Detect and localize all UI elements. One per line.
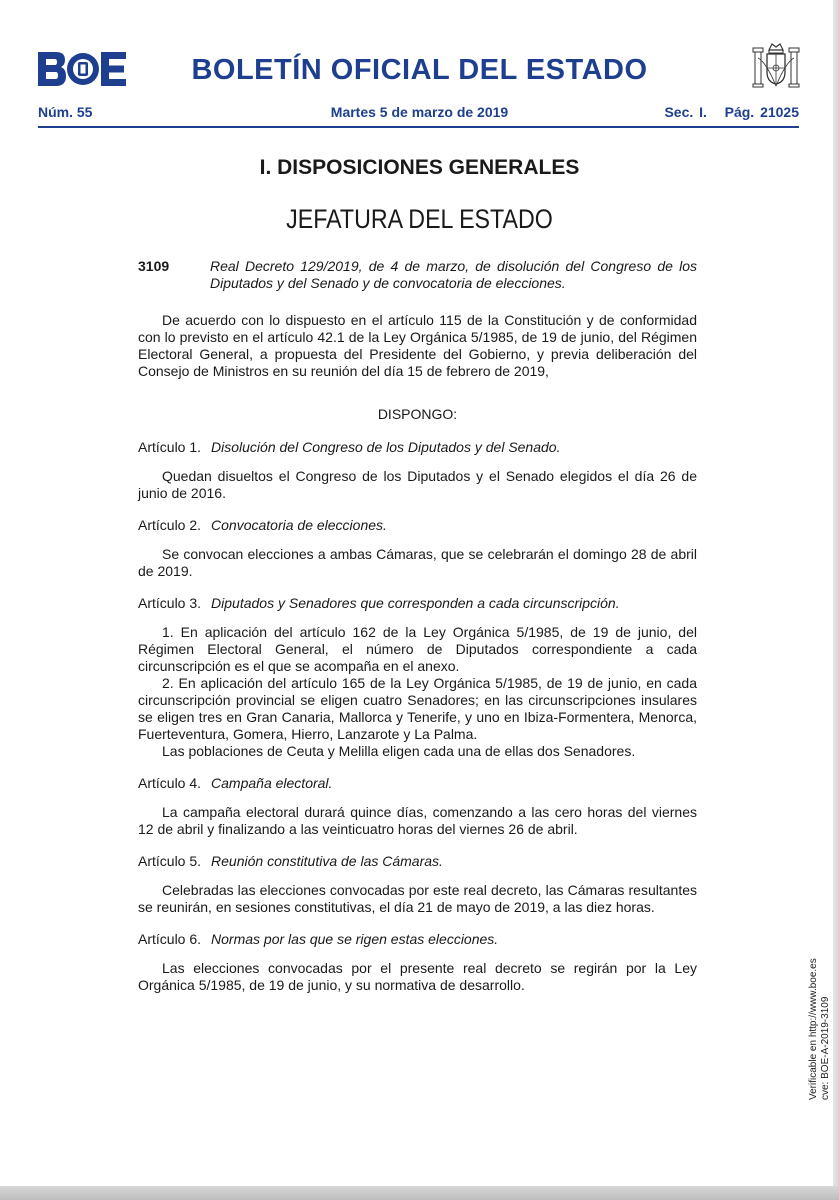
document-title: Real Decreto 129/2019, de 4 de marzo, de disolución del Congreso de los Diputados y del Senado y de convocatoria de elecciones. (210, 258, 697, 291)
document-body (138, 258, 697, 994)
bulletin-section-page (664, 104, 799, 120)
article-2-heading (138, 517, 697, 534)
document-number: 3109 (138, 258, 170, 274)
verification-sidebar (808, 958, 832, 1100)
article-paragraph: Las elecciones convocadas por el presente real decreto se regirán por la Ley Orgánica 5/1985, de 19 de junio, y su normativa de desarrollo. (138, 960, 697, 993)
article-4-heading (138, 775, 697, 792)
article-paragraph: Las poblaciones de Ceuta y Melilla eligen cada una de ellas dos Senadores. (162, 743, 636, 759)
bulletin-number: Núm. 55 (38, 104, 93, 120)
article-label: Artículo 4. (138, 775, 202, 791)
dispongo: DISPONGO: (377, 406, 458, 422)
department-title: JEFATURA DEL ESTADO (286, 204, 553, 234)
article-title: Normas por las que se rigen estas elecciones. (211, 931, 499, 947)
article-label: Artículo 1. (138, 439, 202, 455)
article-title: Campaña electoral. (211, 775, 333, 791)
header-rule (38, 126, 799, 128)
coat-of-arms-icon (752, 42, 800, 94)
article-paragraph: 2. En aplicación del artículo 165 de la Ley Orgánica 5/1985, de 19 de junio, en cada circunscripción provincial se eligen cuatro Senadores; en las circunscripciones insulares se eligen tres en Gran Canaria, Mallorca y Tenerife, y uno en Ibiza-Formentera, Menorca, Fuerteventura, Gomera, Hierro, Lanzarote y La Palma. (138, 675, 697, 742)
article-title: Convocatoria de elecciones. (211, 517, 387, 533)
bulletin-page: Pág. 21025 (724, 104, 799, 120)
masthead-title: BOLETÍN OFICIAL DEL ESTADO (191, 54, 648, 86)
document-header (138, 258, 697, 292)
article-title: Diputados y Senadores que corresponden a cada circunscripción. (211, 595, 620, 611)
cve-code: cve: BOE-A-2019-3109 (820, 996, 831, 1100)
article-1-heading (138, 439, 697, 456)
article-paragraph: Celebradas las elecciones convocadas por este real decreto, las Cámaras resultantes se reunirán, en sesiones constitutivas, el día 21 de mayo de 2019, a las diez horas. (138, 882, 697, 915)
article-3-heading (138, 595, 697, 612)
article-5-heading (138, 853, 697, 870)
article-paragraph: La campaña electoral durará quince días, comenzando a las cero horas del viernes 12 de abril y finalizando a las veinticuatro horas del viernes 26 de abril. (138, 804, 697, 837)
preamble: De acuerdo con lo dispuesto en el artículo 115 de la Constitución y de conformidad con lo previsto en el artículo 42.1 de la Ley Orgánica 5/1985, de 19 de junio, del Régimen Electoral General, a propuesta del Presidente del Gobierno, y previa deliberación del Consejo de Ministros en su reunión del día 15 de febrero de 2019, (138, 312, 697, 379)
article-label: Artículo 2. (138, 517, 202, 533)
article-label: Artículo 5. (138, 853, 202, 869)
article-title: Reunión constitutiva de las Cámaras. (211, 853, 443, 869)
page-edge-shadow (833, 0, 839, 1200)
article-paragraph: Se convocan elecciones a ambas Cámaras, que se celebrarán el domingo 28 de abril de 2019. (138, 546, 697, 579)
bulletin-section: Sec. I. (664, 104, 707, 120)
article-paragraph: 1. En aplicación del artículo 162 de la Ley Orgánica 5/1985, de 19 de junio, del Régimen Electoral General, el número de Diputados correspondiente a cada circunscripción es el que se acompaña en el anexo. (138, 624, 697, 674)
bulletin-date: Martes 5 de marzo de 2019 (330, 104, 509, 120)
article-6-heading (138, 931, 697, 948)
section-title: I. DISPOSICIONES GENERALES (259, 156, 580, 179)
article-label: Artículo 3. (138, 595, 202, 611)
page-bottom-bar (0, 1186, 839, 1200)
article-label: Artículo 6. (138, 931, 202, 947)
verification-url[interactable]: Verificable en http://www.boe.es (808, 958, 819, 1100)
article-title: Disolución del Congreso de los Diputados y del Senado. (211, 439, 561, 455)
article-paragraph: Quedan disueltos el Congreso de los Diputados y el Senado elegidos el día 26 de junio de 2016. (138, 468, 697, 501)
